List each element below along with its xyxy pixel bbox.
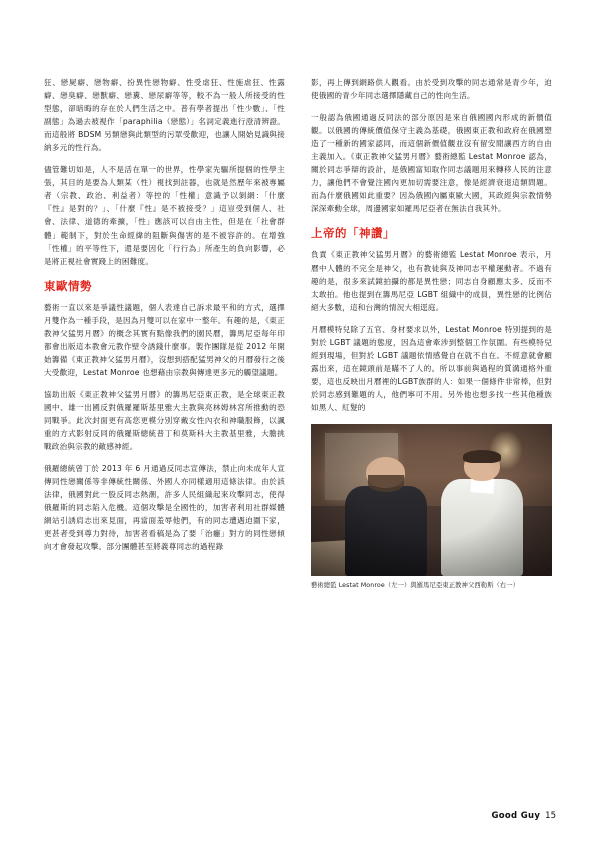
paragraph: 儘管難切如是，人不是活在單一的世界，性學家先驅所提個的性學主張，其目的是要為人類某（性）視找到註器，也就是然歷年來被專屬者（宗教、政治、利益者）等控的「性權」意識予以剝網：「什麼『性』是對的？」、「什麼『性』是不被接受？」這豈受到個人、社會、法律、道德的牽擴，「性」應該可以自由主性，但是在「社會群體」範制下，對於生命經緯的阻斷與傷害的是不被容許的。在增強「性權」的平等性下，還是要因化「行行為」所產生的負向影響，必是將正視社會實踐上的困難度。 (44, 165, 285, 266)
paragraph: 狂、戀屍癖、戀物癖、扮異性戀物癖、性受虐狂、性施虐狂、性露癖、戀臭癖、戀獸癖、戀糞、戀尿癖等等，較不為一般人所接受的性型態，卻暗晦的存在於人們生活之中。普有學者提出「性少數」、「性副態」為過去被視作「paraphilia（戀態）」名詞定義進行澄清辨證。而這般將 BDSM 另類戀與此類型的污眾受歡迎，也讓人開始見識與接納多元的性行為。 (44, 78, 285, 153)
magazine-brand: Good Guy (491, 811, 541, 821)
page-footer (492, 811, 557, 821)
page-number: 15 (545, 811, 556, 821)
paragraph: 藝術一直以來是爭議性議題，個人表達自己訴求最平和的方式，選擇月雙作為一種手段，是因為月雙可以在家中一整年。有趣的是，《東正教神父猛男月曆》的概念其實有點像我們的園民曆，籌馬尼亞每年印都會出版這本教會元教作壁令誘錢什麼事。製作團隊是從 2012 年開始籌備《東正教神父猛男月曆》，沒想到搭配猛男神父的月曆發行之後大受歡迎，Lestat Monroe 也想藉由宗教與傳達更多元的觸望議題。 (44, 302, 285, 377)
photo-vignette (311, 424, 552, 576)
paragraph: 負責《東正教神父猛男月曆》的藝術總監 Lestat Monroe 表示，月曆中人體的不完全是神父，也有教徒與及神同志平權運動者。不過有趣的是，很多來試鏡拍攝的都是異性戀；同志自身顧應太多、反而不太敢拍。他也提到在籌馬尼亞 LGBT 組織中的成員，異性戀的比例佔絕大多數，這和台灣的情況大相逕庭。 (311, 250, 552, 312)
paragraph: 俄羅總統曾丁於 2013 年 6 月通過反同志宣傳法，禁止向未成年人宣傳同性戀關係等非傳統性關係、外國人亦同樣適用這條法律。由於該法律，俄國對此一股反同志熱潮，許多人民組織起來攻擊同志，使得俄羅斯的同志陷入危機。這個攻擊是全國性的，加害者利用社群媒體網站引誘肩志出來見面，再當面羞辱他們，有的同志遭遇迫圍下家，更甚者受到尊力對待，加害者看稿是為了要「治癰」對方的同性戀傾向才會發起攻擊。部分團體甚至將義尊同志的過程錄 (44, 464, 285, 552)
section-heading-east-europe: 東歐情勢 (44, 278, 92, 293)
article-photo (311, 424, 552, 576)
left-column (44, 76, 285, 563)
paragraph: 一般認為俄國通過反同法的部分原因是來自俄國國內形成的新價值觀。以俄國的傳統價值保守主義為基礎，俄國東正教和政府在俄國塑造了一種新的國家認同，而這個新價值觀並沒有留安閒讓西方的自由主義加入。《東正教神父猛男月曆》藝術總監 Lestat Monroe 認為，關於同志爭辯的設計，是俄國富知取作同志議題用來轉移人民的注意力，讓他們不會覺注國內更加切需要注意，像是經濟衰退這類問題。而為什麼俄國如此重要？因為俄國內屬東歐大國，其政經與宗教情勢深深牽動全球，周邊國家如羅馬尼亞者在無法自我其外。 (311, 113, 552, 214)
paragraph: 協助出版《東正教神父猛男月曆》的籌馬尼亞東正教，是全球東正教國中、雄一出國反對俄羅羅斯基里雅大主教與亮林姆林宮所推動的恐同戰爭。此次封面更有高您更模分別穿戴女性內衣和神職服飾，以諷重的方式影射反同的俄羅斯總統普丁和莫斯科大主教基里雅，大膽挑戰政治與宗教的敵感神經。 (44, 389, 285, 452)
photo-caption: 藝術總監 Lestat Monroe（左一）與羅馬尼亞東正教神父西勒斯（右一） (311, 582, 520, 590)
paragraph: 月曆模特兒除了五官、身材要求以外，Lestat Monroe 特別提到的是對於 LGBT 議題的態度，因為這會牽涉到整個工作氛圍。有些模特兒經到現場，但對於 LGBT 議題依情感覺自在就不自在。不經意就會顧露出來，這在鏡頭前是瞞不了人的。所以事前與過程的質溝通格外重要，這也反映出月曆裡的LGBT族群的人：如果一個條件非常棒，但對於同志感到難題的人，他們寧可不用。另外他也想多找一些其他種族如黑人、紅髮的 (311, 324, 552, 412)
paragraph: 影，再上傳到網路供人觀看。由於受到攻擊的同志通常是青少年，迫使俄國的青少年同志選擇隱藏自己的性向生活。 (311, 78, 552, 101)
two-column-layout (44, 76, 556, 590)
photo-figure (311, 424, 552, 590)
section-heading-gods-praise: 上帝的「神讚」 (311, 226, 395, 241)
right-column (311, 76, 552, 590)
